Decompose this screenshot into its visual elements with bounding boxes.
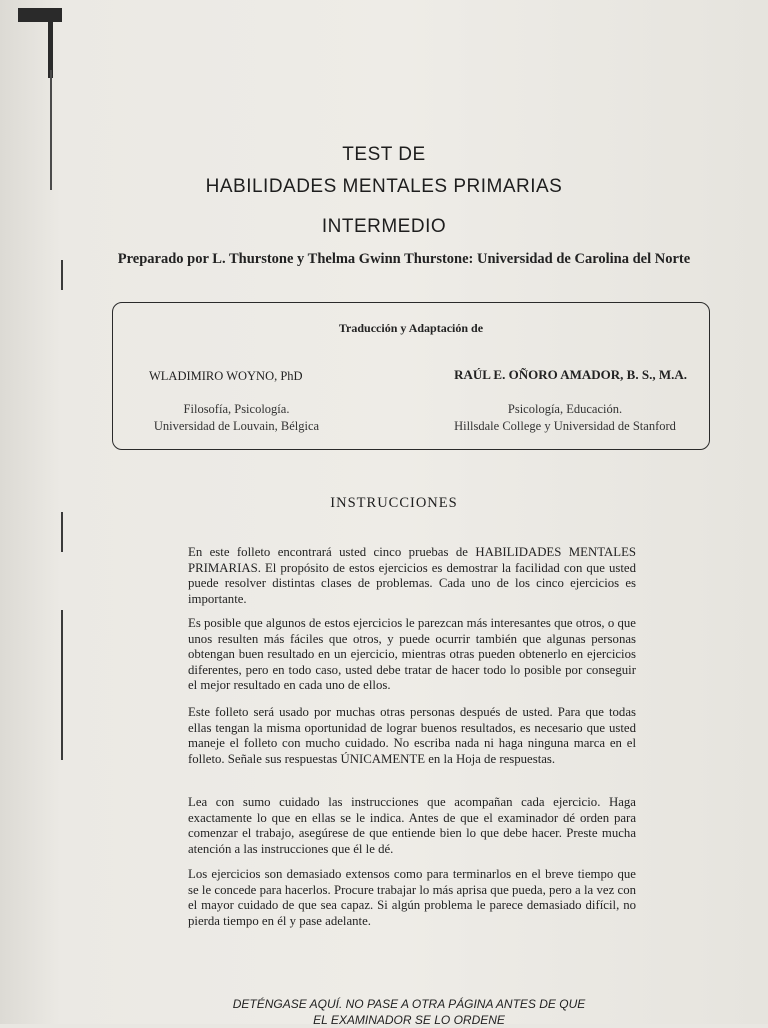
stop-notice-line-2: EL EXAMINADOR SE LO ORDENE bbox=[313, 1013, 505, 1027]
title-line-2: HABILIDADES MENTALES PRIMARIAS bbox=[205, 176, 563, 197]
title-line-1: TEST DE bbox=[342, 144, 426, 165]
instructions-paragraph: Este folleto será usado por muchas otras personas después de usted. Para que todas ellas tengan la misma oportunidad de lograr buenos resultados, es necesario que usted maneje el folleto con mucho cuidado. No escriba nada ni haga ninguna marca en el folleto. Señale sus respuestas ÚNICAMENTE en la Hoja de respuestas. bbox=[188, 705, 636, 766]
stop-notice-line-1: DETÉNGASE AQUÍ. NO PASE A OTRA PÁGINA ANTES DE QUE bbox=[232, 997, 586, 1011]
instructions-paragraph: Lea con sumo cuidado las instrucciones que acompañan cada ejercicio. Haga exactamente lo que en ellas se le indica. Antes de que el examinador dé orden para comenzar el trabajo, asegúrese de que entiende bien lo que debe hacer. Preste mucha atención a las instrucciones que él le dé. bbox=[188, 795, 636, 856]
stop-notice bbox=[0, 996, 768, 1028]
binding-line bbox=[48, 8, 53, 78]
right-affiliation-line-1: Psicología, Educación. bbox=[507, 402, 623, 416]
right-affiliation bbox=[445, 401, 685, 435]
credits-box bbox=[112, 302, 710, 450]
right-affiliation-line-2: Hillsdale College y Universidad de Stanford bbox=[454, 419, 676, 433]
prepared-by: Preparado por L. Thurstone y Thelma Gwinn Thurstone: Universidad de Carolina del Norte bbox=[117, 251, 691, 267]
binding-mark bbox=[18, 8, 62, 22]
left-affiliation-line-1: Filosofía, Psicología. bbox=[183, 402, 290, 416]
left-affiliation-line-2: Universidad de Louvain, Bélgica bbox=[153, 419, 320, 433]
left-author: WLADIMIRO WOYNO, PhD bbox=[149, 369, 303, 383]
title-block bbox=[0, 140, 768, 242]
right-author: RAÚL E. OÑORO AMADOR, B. S., M.A. bbox=[454, 367, 687, 382]
instructions-paragraph: Los ejercicios son demasiado extensos como para terminarlos en el breve tiempo que se le concede para hacerlos. Procure trabajar lo más aprisa que pueda, pero a la vez con el mayor cuidado de que sea capaz. Si algún problema le parece demasiado difícil, no pierda tiempo en él y pase adelante. bbox=[188, 867, 636, 928]
title-line-3: INTERMEDIO bbox=[321, 216, 447, 237]
margin-tick bbox=[61, 610, 63, 760]
margin-tick bbox=[61, 512, 63, 552]
left-affiliation bbox=[149, 401, 324, 435]
instructions-title: INSTRUCCIONES bbox=[330, 495, 458, 511]
instructions-paragraph: Es posible que algunos de estos ejercicios le parezcan más interesantes que otros, o que unos resulten más fáciles que otros, y puede ocurrir también que algunas personas obtengan buen resultado en un ejercicio, mientras otras pueden obtenerlo en ejercicios diferentes, pero en todo caso, usted debe tratar de hacer todo lo posible por conseguir el mejor resultado en cada uno de ellos. bbox=[188, 616, 636, 692]
credits-heading: Traducción y Adaptación de bbox=[338, 321, 484, 335]
instructions-paragraph: En este folleto encontrará usted cinco pruebas de HABILIDADES MENTALES PRIMARIAS. El propósito de estos ejercicios es demostrar la facilidad con que usted puede resolver distintas clases de problemas. Cada uno de los cinco ejercicios es importante. bbox=[188, 545, 636, 606]
